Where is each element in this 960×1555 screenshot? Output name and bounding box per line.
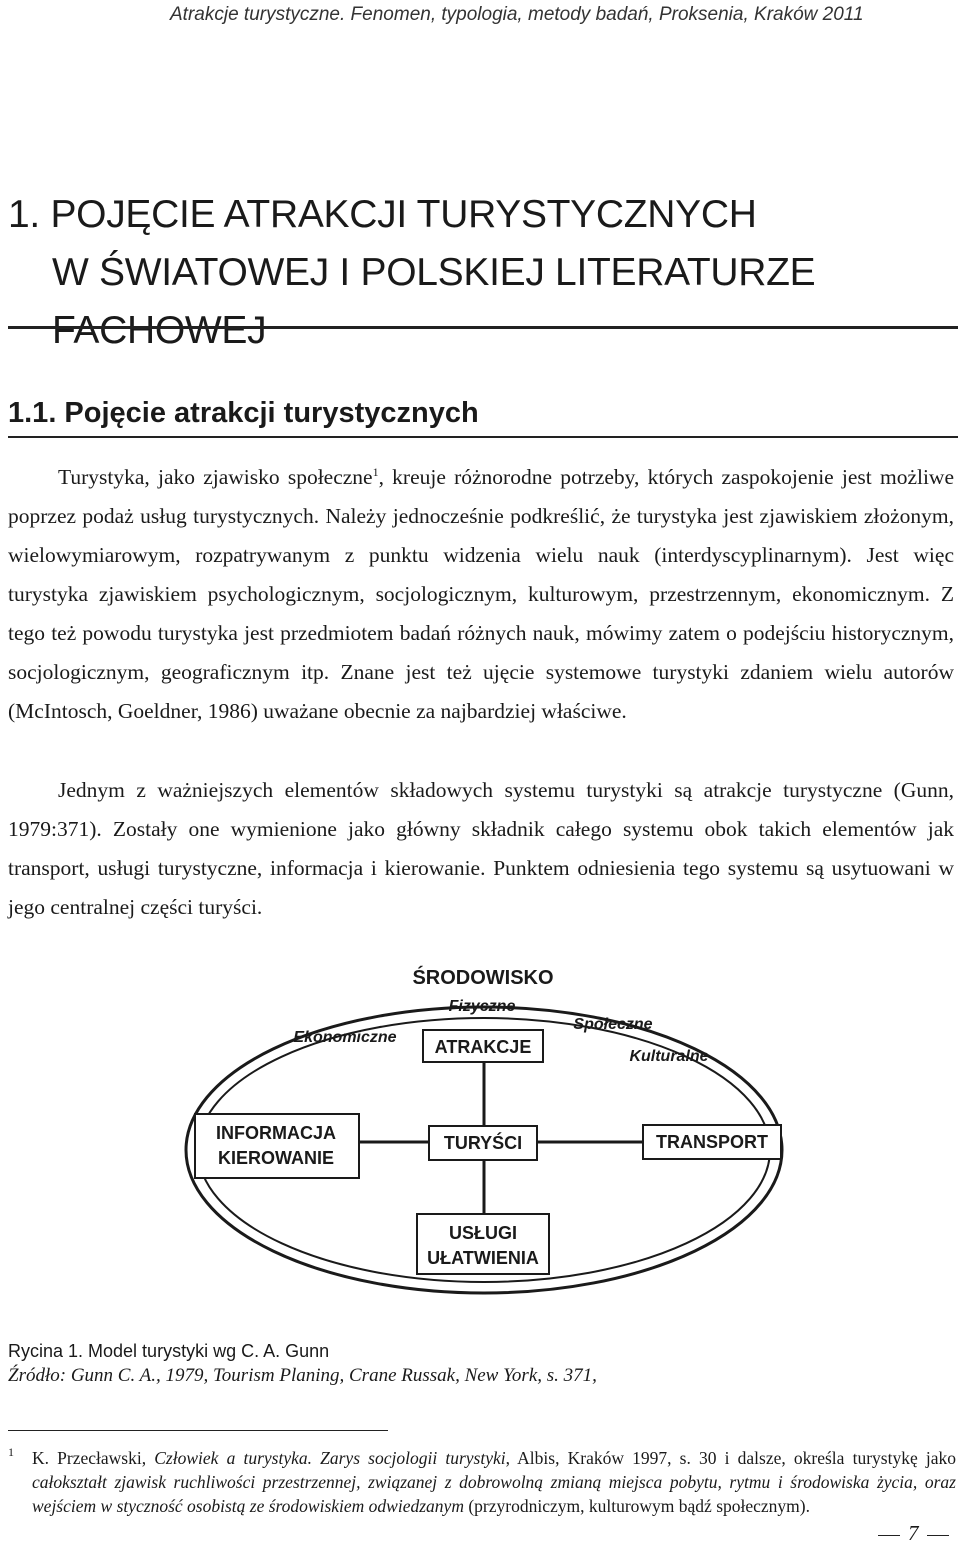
label-environment: ŚRODOWISKO — [412, 967, 554, 989]
page-number — [870, 1521, 957, 1546]
footnote-rule — [8, 1430, 388, 1431]
label-cultural: Kulturalne — [629, 1048, 709, 1065]
box-services-line-1: USŁUGI — [448, 1223, 518, 1243]
chapter-title — [8, 186, 948, 360]
label-social: Społeczne — [573, 1016, 653, 1033]
chapter-title-line-1: 1. POJĘCIE ATRAKCJI TURYSTYCZNYCH — [8, 193, 757, 236]
footnote — [8, 1446, 956, 1518]
figure-source: Źródło: Gunn C. A., 1979, Tourism Planing, Crane Russak, New York, s. 371, — [8, 1365, 597, 1386]
label-physical: Fizyczne — [448, 998, 516, 1015]
chapter-title-line-3: FACHOWEJ — [52, 309, 267, 352]
footnote-ref: 1 — [372, 464, 379, 479]
footnote-publication: , Albis, Kraków 1997, s. 30 i dalsze, określa turystykę jako — [505, 1448, 956, 1468]
paragraph-1-part-a: Turystyka, jako zjawisko społeczne — [58, 465, 373, 489]
page-number-value: 7 — [908, 1521, 919, 1545]
box-information-line-2: KIEROWANIE — [217, 1148, 335, 1168]
running-head: Atrakcje turystyczne. Fenomen, typologia, metody badań, Proksenia, Kraków 2011 — [170, 4, 864, 25]
gunn-model-diagram — [175, 960, 795, 1300]
footnote-author: K. Przecławski, — [32, 1448, 155, 1468]
chapter-title-line-2: W ŚWIATOWEJ I POLSKIEJ LITERATURZE — [52, 251, 816, 294]
paragraph-1-part-b: , kreuje różnorodne potrzeby, których zaspokojenie jest możliwe poprzez podaż usług turystycznych. Należy jednocześnie podkreślić, że turystyka jest zjawiskiem złożonym, wielowymiarowym, rozpatrywanym z punktu widzenia wielu nauk (interdyscyplinarnym). Jest więc turystyka zjawiskiem psychologicznym, socjologicznym, kulturowym, przestrzennym, ekonomicznym. Z tego też powodu turystyka jest przedmiotem badań różnych nauk, mówimy zatem o podejściu historycznym, socjologicznym, geograficznym itp. Znane jest też ujęcie systemowe turystyki zdaniem wielu autorów (McIntosch, Goeldner, 1986) uważane obecnie za najbardziej właściwe. — [8, 465, 955, 723]
section-title: 1.1. Pojęcie atrakcji turystycznych — [8, 397, 479, 429]
paragraph-2-text: Jednym z ważniejszych elementów składowych systemu turystyki są atrakcje turystyczne (Gunn, 1979:371). Zostały one wymienione jako główny składnik całego systemu obok takich elementów jak transport, usługi turystyczne, informacja i kierowanie. Punktem odniesienia tego systemu są usytuowani w jego centralnej części turyści. — [8, 778, 954, 919]
chapter-rule — [8, 326, 958, 329]
footnote-title: Człowiek a turystyka. Zarys socjologii turystyki — [154, 1448, 506, 1468]
paragraph-2 — [8, 771, 954, 927]
footnote-body — [8, 1446, 956, 1518]
footnote-ending: (przyrodniczym, kulturowym bądź społecznym). — [463, 1496, 810, 1516]
footnote-quote: całokształt zjawisk ruchliwości przestrzennej, związanej z dobrowolną zmianą miejsca pobytu, rytmu i środowiska życia, oraz wejściem w styczność osobistą ze środowiskiem odwiedzanym — [32, 1472, 956, 1516]
box-transport-label: TRANSPORT — [656, 1132, 768, 1152]
box-tourists-label: TURYŚCI — [443, 1133, 523, 1153]
box-information-line-1: INFORMACJA — [216, 1123, 336, 1143]
box-services-line-2: UŁATWIENIA — [427, 1248, 539, 1268]
figure-caption: Rycina 1. Model turystyki wg C. A. Gunn — [8, 1341, 330, 1361]
section-rule — [8, 436, 958, 438]
label-economic: Ekonomiczne — [293, 1029, 397, 1046]
box-attractions-label: ATRAKCJE — [434, 1037, 532, 1057]
paragraph-1 — [8, 458, 954, 731]
footnote-mark: 1 — [8, 1445, 14, 1459]
